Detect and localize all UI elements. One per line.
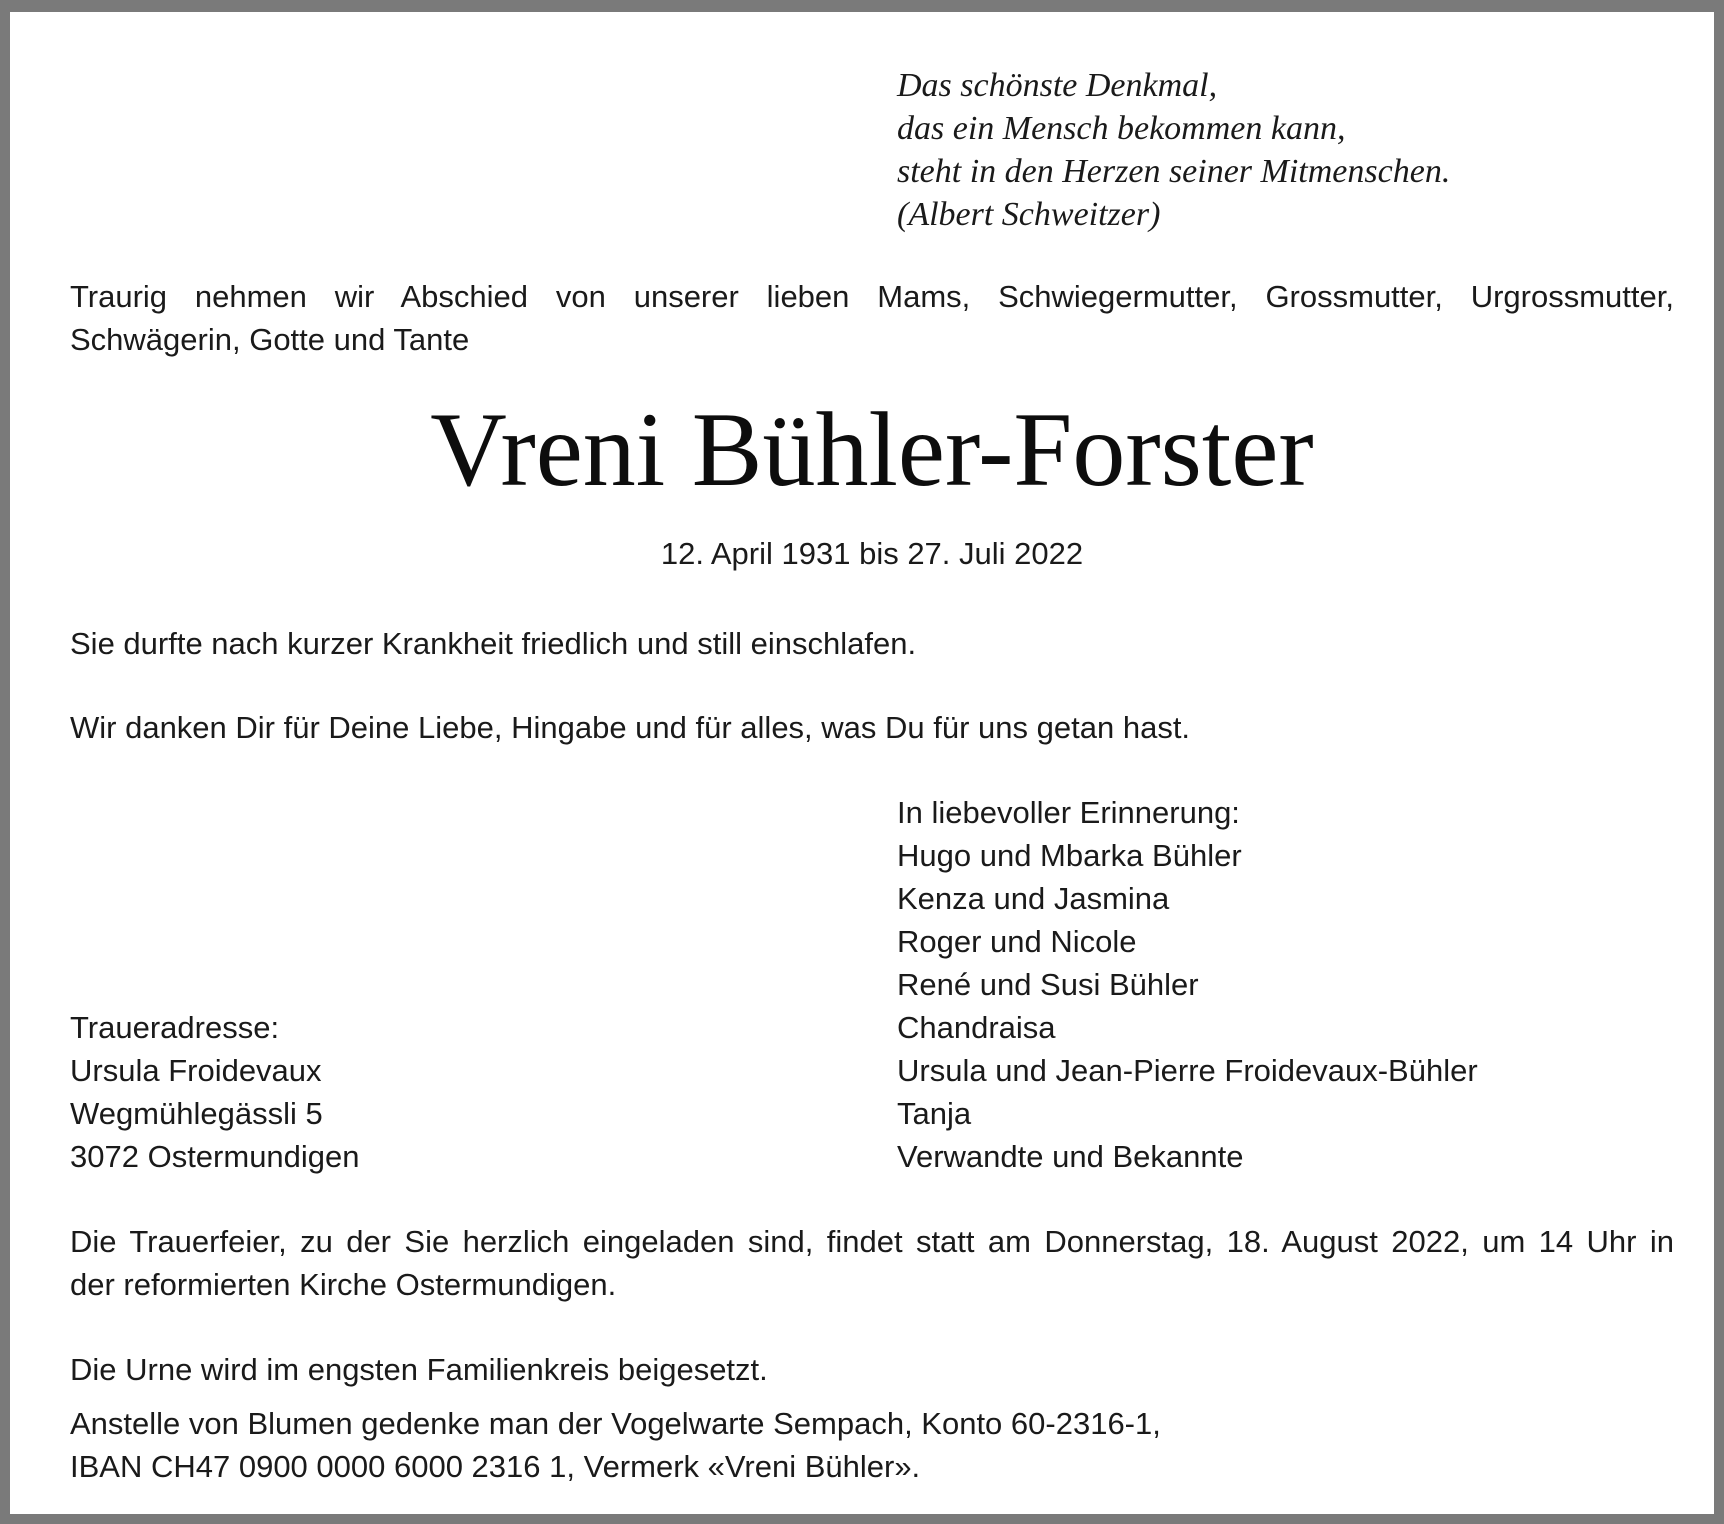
life-dates: 12. April 1931 bis 27. Juli 2022	[660, 536, 1084, 571]
deceased-name: Vreni Bühler-Forster	[430, 391, 1314, 508]
ceremony-paragraph	[70, 1220, 1674, 1306]
address-label: Traueradresse:	[70, 1010, 280, 1045]
donation-line-2: IBAN CH47 0900 0000 6000 2316 1, Vermerk «Vreni Bühler».	[70, 1449, 921, 1484]
quote-attribution: (Albert Schweitzer)	[897, 196, 1161, 233]
quote-line: steht in den Herzen seiner Mitmenschen.	[897, 153, 1451, 190]
intro-line-1: Traurig nehmen wir Abschied von unserer lieben Mams, Schwiegermutter, Grossmutter, Urgrossmutter,	[70, 279, 1674, 314]
thanks-paragraph: Wir danken Dir für Deine Liebe, Hingabe und für alles, was Du für uns getan hast.	[70, 710, 1191, 745]
address-city: 3072 Ostermundigen	[70, 1139, 360, 1174]
intro-text	[70, 275, 1674, 361]
mourner-name: Chandraisa	[897, 1010, 1056, 1045]
ceremony-line-2: der reformierten Kirche Ostermundigen.	[70, 1267, 617, 1302]
mourners-list	[897, 791, 1478, 1178]
address-name: Ursula Froidevaux	[70, 1053, 322, 1088]
passing-paragraph: Sie durfte nach kurzer Krankheit friedlich und still einschlafen.	[70, 626, 917, 661]
mourner-name: Tanja	[897, 1096, 972, 1131]
mourner-name: René und Susi Bühler	[897, 967, 1199, 1002]
quote-line: das ein Mensch bekommen kann,	[897, 110, 1346, 147]
mourner-name: Hugo und Mbarka Bühler	[897, 838, 1242, 873]
address-street: Wegmühlegässli 5	[70, 1096, 323, 1131]
intro-line-2: Schwägerin, Gotte und Tante	[70, 322, 470, 357]
mourner-name: Roger und Nicole	[897, 924, 1137, 959]
quote-line: Das schönste Denkmal,	[897, 67, 1218, 104]
mourner-name: Kenza und Jasmina	[897, 881, 1170, 916]
donation-paragraph	[70, 1402, 1161, 1488]
memorial-quote	[897, 64, 1450, 236]
mourners-heading: In liebevoller Erinnerung:	[897, 795, 1240, 830]
ceremony-line-1: Die Trauerfeier, zu der Sie herzlich eingeladen sind, findet statt am Donnerstag, 18. August 2022, um 14 Uhr in	[70, 1224, 1674, 1259]
mourner-name: Ursula und Jean-Pierre Froidevaux-Bühler	[897, 1053, 1478, 1088]
donation-line-1: Anstelle von Blumen gedenke man der Vogelwarte Sempach, Konto 60-2316-1,	[70, 1406, 1161, 1441]
mourning-address	[70, 1006, 360, 1178]
mourner-name: Verwandte und Bekannte	[897, 1139, 1244, 1174]
burial-paragraph: Die Urne wird im engsten Familienkreis beigesetzt.	[70, 1352, 768, 1387]
